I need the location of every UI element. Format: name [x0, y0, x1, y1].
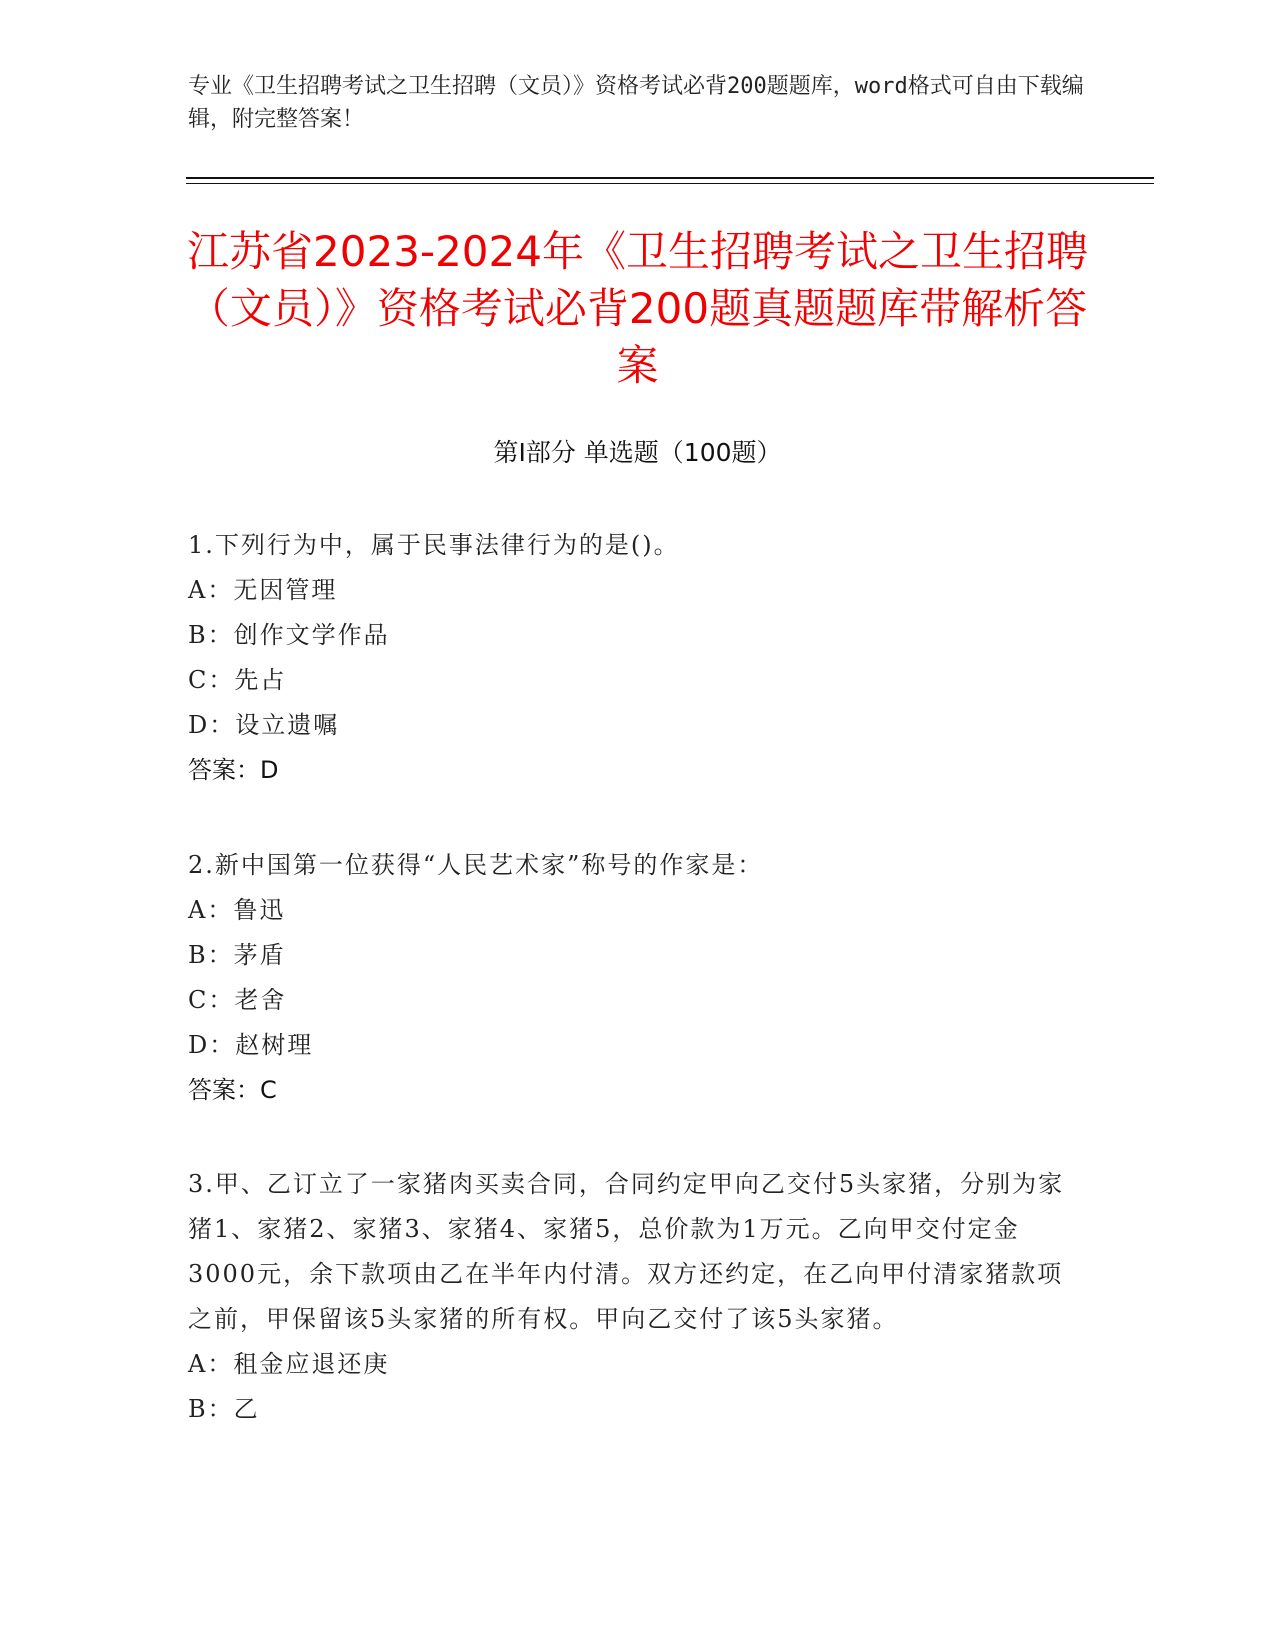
answer-line: 答案：C: [188, 1076, 277, 1104]
answer-line: 答案：D: [188, 756, 279, 784]
option-a: A：无因管理: [188, 576, 338, 604]
header-note: 专业《卫生招聘考试之卫生招聘（文员）》资格考试必背200题题库，word格式可自由下载编辑，附完整答案！: [188, 74, 1084, 132]
question-item: [188, 843, 1088, 1113]
option-d: D：赵树理: [188, 1031, 314, 1059]
question-stem: 3.甲、乙订立了一家猪肉买卖合同，合同约定甲向乙交付5头家猪，分别为家猪1、家猪2、家猪3、家猪4、家猪5，总价款为1万元。乙向甲交付定金3000元，余下款项由乙在半年内付清。双方还约定，在乙向甲付清家猪款项之前，甲保留该5头家猪的所有权。甲向乙交付了该5头家猪。: [188, 1170, 1065, 1333]
header-divider-thin: [186, 183, 1154, 184]
option-b: B：茅盾: [188, 941, 286, 969]
option-c: C：先占: [188, 666, 287, 694]
question-item: [188, 523, 1088, 793]
section-heading: 第Ⅰ部分 单选题（100题）: [493, 438, 782, 467]
question-item: [188, 1162, 1088, 1432]
option-a: A：租金应退还庚: [188, 1350, 390, 1378]
question-stem: 2.新中国第一位获得“人民艺术家”称号的作家是：: [188, 851, 764, 879]
option-d: D：设立遗嘱: [188, 711, 340, 739]
document-title: 江苏省2023-2024年《卫生招聘考试之卫生招聘（文员）》资格考试必背200题真题题库带解析答案: [187, 227, 1088, 390]
header-divider-thick: [186, 177, 1154, 179]
option-b: B：乙: [188, 1395, 260, 1423]
question-stem: 1.下列行为中，属于民事法律行为的是()。: [188, 531, 680, 559]
option-c: C：老舍: [188, 986, 287, 1014]
option-b: B：创作文学作品: [188, 621, 390, 649]
option-a: A：鲁迅: [188, 896, 286, 924]
